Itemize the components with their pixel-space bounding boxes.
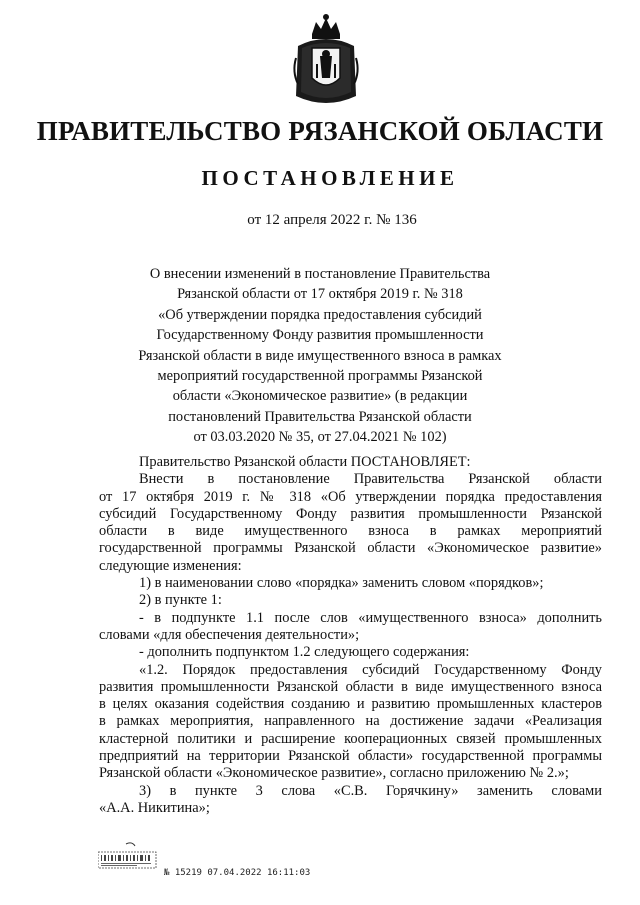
- body-line: - дополнить подпунктом 1.2 следующего содержания:: [139, 644, 470, 661]
- document-body: [99, 454, 602, 817]
- body-line: Рязанской области «Экономическое развитие», согласно приложению № 2.»;: [99, 765, 569, 782]
- title-line: мероприятий государственной программы Рязанской: [157, 368, 483, 385]
- title-line: постановлений Правительства Рязанской области: [168, 408, 472, 425]
- title-line: «Об утверждении порядка предоставления субсидий: [158, 306, 482, 323]
- title-line: области «Экономическое развитие» (в редакции: [172, 388, 468, 405]
- document-title: [100, 264, 540, 448]
- document-date: от 12 апреля 2022 г. № 136: [247, 212, 417, 228]
- body-line: - в подпункте 1.1 после слов «имущественного взноса» дополнить: [139, 609, 602, 626]
- body-line: в рамках мероприятия, направленного на достижение задачи «Реализация: [99, 713, 602, 730]
- body-line: государственной программы Рязанской области «Экономическое развитие»: [99, 540, 602, 557]
- title-line: Рязанской области от 17 октября 2019 г. № 318: [177, 286, 463, 303]
- body-line: словами «для обеспечения деятельности»;: [99, 626, 360, 643]
- body-line: развития промышленности Рязанской области в виде имущественного взноса: [99, 678, 602, 695]
- body-line: 1) в наименовании слово «порядка» заменить словом «порядков»;: [139, 575, 544, 592]
- body-line: субсидий Государственному Фонду развития промышленности Рязанской: [99, 505, 602, 522]
- registration-number: № 15219 07.04.2022 16:11:03: [164, 868, 311, 878]
- body-line: следующие изменения:: [99, 557, 242, 574]
- title-line: Рязанской области в виде имущественного взноса в рамках: [138, 347, 502, 364]
- body-line: Правительство Рязанской области ПОСТАНОВЛЯЕТ:: [139, 454, 471, 470]
- title-line: О внесении изменений в постановление Правительства: [149, 266, 491, 282]
- body-line: Внести в постановление Правительства Рязанской области: [139, 471, 602, 488]
- barcode-stamp-icon: [98, 840, 158, 874]
- title-line: от 03.03.2020 № 35, от 27.04.2021 № 102): [193, 429, 447, 446]
- body-line: предприятий на территории Рязанской области» государственной программы: [99, 748, 602, 765]
- coat-of-arms-icon: [290, 12, 362, 110]
- body-line: кластерной политики и расширение кооперационных связей промышленных: [99, 730, 602, 747]
- body-line: в целях оказания содействия созданию и развитию промышленных кластеров: [99, 696, 602, 713]
- body-line: области в виде имущественного взноса в рамках мероприятий: [99, 523, 602, 540]
- title-line: Государственному Фонду развития промышленности: [156, 327, 484, 344]
- body-line: от 17 октября 2019 г. № 318 «Об утверждении порядка предоставления: [99, 488, 602, 505]
- body-line: 2) в пункте 1:: [139, 592, 222, 609]
- body-line: «1.2. Порядок предоставления субсидий Государственному Фонду: [139, 661, 602, 678]
- document-type: ПОСТАНОВЛЕНИЕ: [201, 166, 459, 190]
- body-line: «А.А. Никитина»;: [99, 799, 210, 816]
- body-line: 3) в пункте 3 слова «С.В. Горячкину» заменить словами: [139, 782, 602, 799]
- organization-name: ПРАВИТЕЛЬСТВО РЯЗАНСКОЙ ОБЛАСТИ: [36, 116, 604, 146]
